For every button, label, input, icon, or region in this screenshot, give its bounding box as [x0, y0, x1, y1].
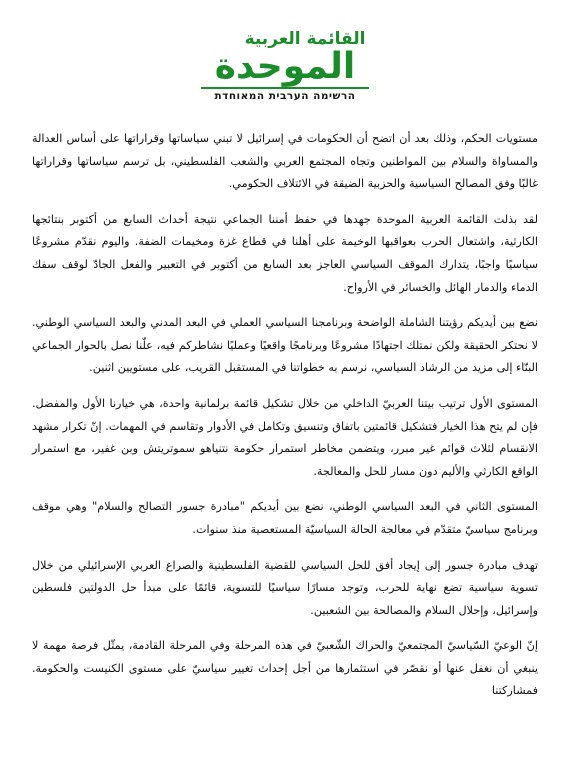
- party-logo: [195, 30, 375, 108]
- paragraph-2: لقد بذلت القائمة العربية الموحدة جهدها في حفظ أمننا الجماعي نتيجة أحداث السابع من أكتوبر بنتائجها الكارثية، واشتعال الحرب بعواقبها الوخيمة على أهلنا في قطاع غزة ومخيمات الضفة. واليوم نقدّم مشروعًا سياسيًا واجبًا، يتدارك الموقف السياسي العاجز بعد السابع من أكتوبر في التعبير والفعل الجادّ لوقف سفك الدماء والدمار الهائل والخسائر في الأرواح.: [32, 212, 538, 294]
- logo-main-text: الموحدة: [214, 46, 356, 87]
- logo-sub-text: הרשימה הערבית המאוחדת: [214, 90, 356, 102]
- paragraph-5: المستوى الثاني في البعد السياسي الوطني، نضع بين أيديكم "مبادرة جسور التصالح والسلام" وهي موقف وبرنامج سياسيّ متقدّم في معالجة الحالة السياسيّة المستعصية منذ سنوات.: [32, 500, 538, 536]
- paragraph-6: تهدف مبادرة جسور إلى إيجاد أفق للحل السياسي للقضية الفلسطينية والصراع العربي الإسرائيلي من خلال تسوية سياسية تضع نهاية للحرب، وتوجد مسارًا سياسيًا للتسوية، قائمًا على مبدأ حل الدولتين فلسطين وإسرائيل، وإحلال السلام والمصالحة بين الشعبين.: [32, 558, 538, 617]
- paragraph-7: إنّ الوعيّ السّياسيّ المجتمعيّ والحراك الشّعبيّ في هذه المرحلة وفي المرحلة القادمة، يمثّل فرصة مهمة لا ينبغي أن نغفل عنها أو نقصّر في استثمارها من أجل إحداث تغيير سياسيّ على مستوى الكنيست والحكومة. فمشاركتنا: [32, 639, 538, 698]
- paragraph-1: مستويات الحكم، وذلك بعد أن اتضح أن الحكومات في إسرائيل لا تبني سياساتها وقراراتها على أساس العدالة والمساواة والسلام بين المواطنين وتجاه المجتمع العربي والشعب الفلسطيني، بل ترسم سياساتها وقراراتها غالبًا وفق المصالح السياسية والحزبية الضيقة في الائتلاف الحكومي.: [32, 132, 538, 191]
- paragraph-3: نضع بين أيديكم رؤيتنا الشاملة الواضحة وبرنامجنا السياسي العملي في البعد المدني والبعد السياسي الوطني. لا نحتكر الحقيقة ولكن نمتلك اجتهادًا مشروعًا وبرنامجًا واقعيًا وعمليًا نشاطركم فيه، علّنا نصل بالحوار الجماعي البنّاء إلى مزيد من الرشاد السياسي، نرسم به خطواتنا في المستقبل القريب، على مستويين اثنين.: [32, 316, 538, 375]
- logo-top-text: القائمة العربية: [244, 29, 366, 49]
- paragraph-4: المستوى الأول ترتيب بيتنا العربيّ الداخلي من خلال تشكيل قائمة برلمانية واحدة، هي خيارنا الأول والمفضل. فإن لم يتح هذا الخيار فتشكيل قائمتين باتفاق وتنسيق وتكامل في الأدوار وتقاسم في المهمات. إنّ تكرار مشهد الانقسام لثلاث قوائم غير مبرر، ويتضمن مخاطر استمرار حكومة نتنياهو سموتريتش وبن غفير، مع استمرار الواقع الكارثي والأليم دون مسار للحل والمعالجة.: [32, 396, 538, 478]
- document-body: [32, 128, 538, 716]
